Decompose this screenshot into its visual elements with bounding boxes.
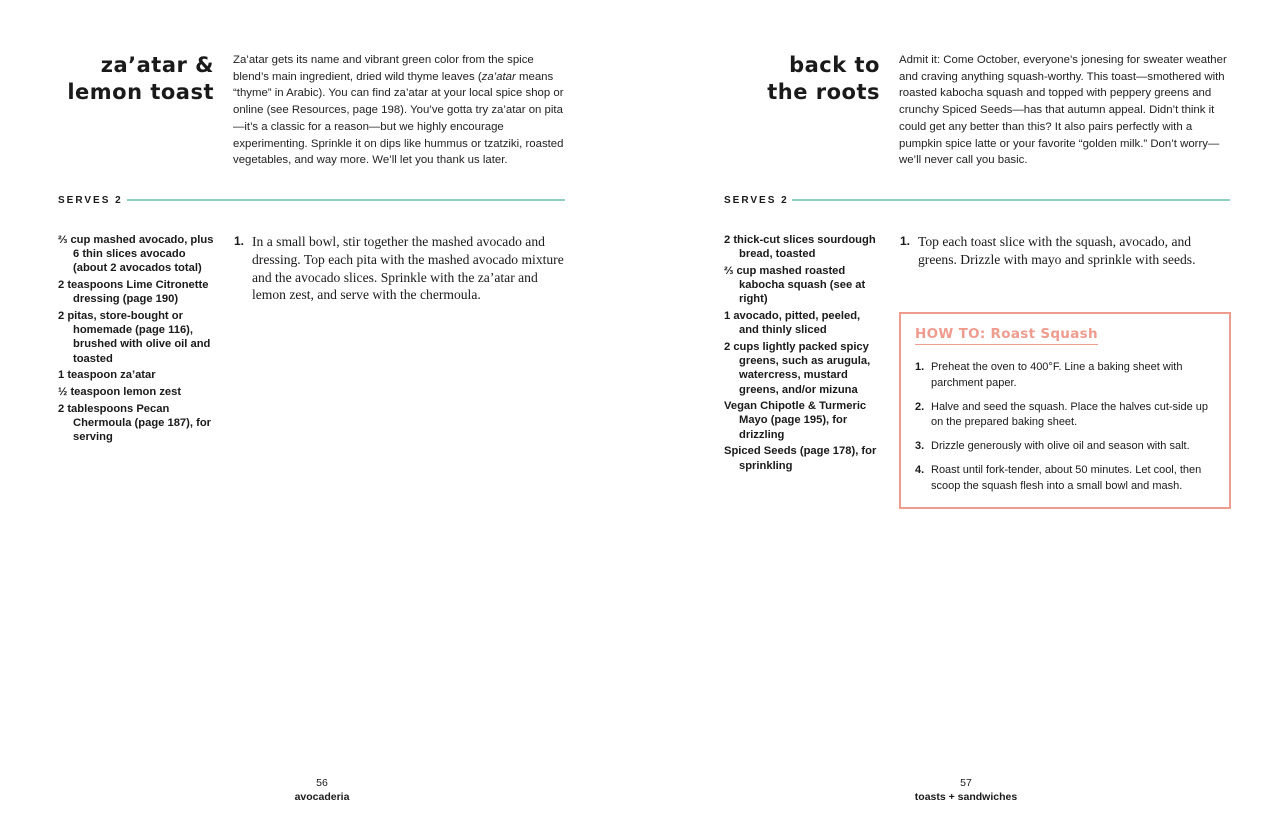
howto-step-text: Halve and seed the squash. Place the halves cut-side up on the prepared baking sheet. (931, 400, 1209, 429)
title-line-1: back to (789, 53, 880, 77)
recipe-title (40, 52, 214, 106)
recipe-title (704, 52, 880, 106)
recipe-intro: Admit it: Come October, everyone’s jonesing for sweater weather and craving anything squash-worthy. This toast—smothered with roasted kabocha squash and topped with peppery greens and crunchy Spiced Seeds—has that autumn appeal. Didn’t think it could get any better than this? It also pairs perfectly with a pumpkin spice latte or your favorite “golden milk.” Don’t worry—we’ll never call you basic. (899, 54, 1227, 167)
method-steps (234, 233, 566, 304)
howto-box (899, 312, 1231, 509)
section-rule (127, 199, 565, 201)
ingredient-item: 2 thick-cut slices sourdough bread, toasted (724, 234, 876, 261)
recipe-intro (233, 52, 569, 169)
serves-label: SERVES 2 (724, 195, 789, 206)
howto-title: HOW TO: Roast Squash (915, 326, 1098, 345)
step-number: 1. (234, 234, 245, 248)
step-text: In a small bowl, stir together the mashed avocado and dressing. Top each pita with the mashed avocado mixture and the avocado slices. Sprinkle with the za’atar and lemon zest, and serve with the chermoula. (252, 234, 564, 303)
page-folio (272, 776, 372, 804)
page-number: 56 (316, 777, 328, 789)
howto-step-number: 2. (915, 400, 925, 413)
howto-step-number: 1. (915, 361, 925, 373)
step-text: Top each toast slice with the squash, avocado, and greens. Drizzle with mayo and sprinkle with seeds. (918, 234, 1196, 267)
ingredient-item: Spiced Seeds (page 178), for sprinkling (724, 445, 877, 472)
right-page (644, 0, 1288, 828)
title-line-2: lemon toast (67, 80, 214, 104)
ingredient-item: 2 tablespoons Pecan Chermoula (page 187), for serving (58, 402, 212, 444)
ingredient-list (58, 233, 218, 447)
ingredient-item: 2 teaspoons Lime Citronette dressing (page 190) (58, 279, 209, 306)
howto-steps (915, 360, 1219, 503)
howto-step-number: 3. (915, 440, 925, 453)
method-step (900, 233, 1232, 269)
howto-step (915, 439, 1219, 455)
title-line-1: za’atar & (100, 53, 214, 77)
howto-step (915, 360, 1219, 391)
howto-step (915, 463, 1219, 494)
book-title: avocaderia (294, 791, 350, 803)
ingredient-item: 2 pitas, store-bought or homemade (page 116), brushed with olive oil and toasted (58, 310, 211, 365)
howto-step (915, 400, 1219, 431)
page-number: 57 (960, 777, 972, 789)
ingredient-item: Vegan Chipotle & Turmeric Mayo (page 195), for drizzling (724, 400, 867, 441)
howto-step-number: 4. (915, 464, 925, 477)
ingredient-item: 1 avocado, pitted, peeled, and thinly sliced (724, 310, 861, 337)
ingredient-item: 1 teaspoon za’atar (58, 369, 156, 382)
ingredient-item: ½ teaspoon lemon zest (58, 386, 182, 399)
intro-italic-term: za’atar (481, 70, 516, 83)
step-number: 1. (900, 234, 911, 248)
ingredient-item: ⅔ cup mashed avocado, plus 6 thin slices avocado (about 2 avocados total) (58, 234, 214, 275)
method-steps (900, 233, 1232, 269)
ingredient-item: ⅔ cup mashed roasted kabocha squash (see at right) (724, 264, 866, 306)
howto-step-text: Preheat the oven to 400°F. Line a baking sheet with parchment paper. (931, 361, 1183, 389)
howto-step-text: Roast until fork-tender, about 50 minutes. Let cool, then scoop the squash flesh into a small bowl and mash. (931, 464, 1202, 492)
page-folio (896, 776, 1036, 804)
section-rule (792, 199, 1230, 201)
title-line-2: the roots (767, 80, 880, 104)
howto-step-text: Drizzle generously with olive oil and season with salt. (931, 440, 1190, 453)
book-title: toasts + sandwiches (914, 791, 1018, 803)
intro-text: means “thyme” in Arabic). You can find za’atar at your local spice shop or online (see Resources, page 198). You’ve gotta try za’atar on pita—it’s a classic for a reason—but we highly encourage experimenting. Sprinkle it on dips like hummus or tzatziki, roasted vegetables, and way more. We’ll let you thank us later. (233, 70, 564, 167)
ingredient-list (724, 233, 882, 475)
serves-label: SERVES 2 (58, 195, 123, 206)
method-step (234, 233, 566, 304)
intro-text: Za’atar gets its name and vibrant green color from the spice blend’s main ingredient, dried wild thyme leaves ( (233, 54, 534, 83)
ingredient-item: 2 cups lightly packed spicy greens, such as arugula, watercress, mustard greens, and/or mizuna (724, 340, 871, 396)
